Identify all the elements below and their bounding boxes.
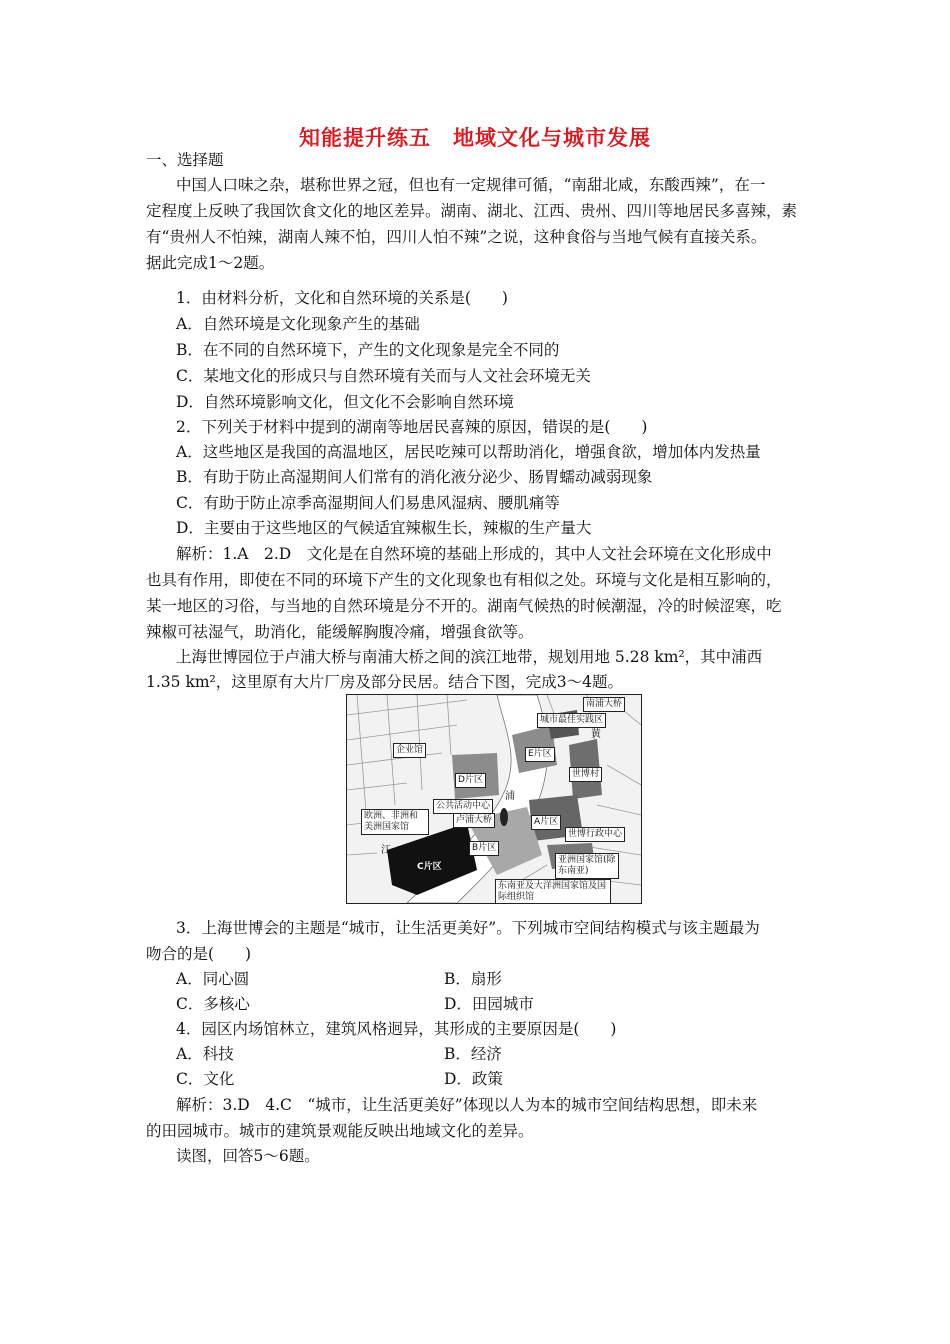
map-label-lupu-bridge: 卢浦大桥 [453, 813, 495, 828]
intro1-line: 定程度上反映了我国饮食文化的地区差异。湖南、湖北、江西、贵州、四川等地居民多喜辣，素 [146, 202, 798, 220]
question-3-option: B．扇形 [444, 970, 502, 988]
map-label-admin-center: 世博行政中心 [565, 827, 625, 842]
question-2-option: D．主要由于这些地区的气候适宜辣椒生长，辣椒的生产量大 [176, 519, 592, 537]
question-4-option: A．科技 [176, 1045, 234, 1063]
question-3-option: D．田园城市 [444, 995, 534, 1013]
map-label-zone-c: C片区 [417, 862, 442, 872]
map-label-zone-a: A片区 [531, 815, 561, 830]
map-label-nanpu-bridge: 南浦大桥 [583, 697, 625, 712]
map-label-zone-d: D片区 [455, 773, 486, 788]
map-label-jiang: 江 [381, 845, 391, 856]
question-2-stem: 2．下列关于材料中提到的湖南等地居民喜辣的原因，错误的是( ) [176, 418, 648, 436]
analysis-2-line: 解析：3.D 4.C “城市，让生活更美好”体现以人为本的城市空间结构思想，即未来 [176, 1096, 758, 1114]
section-heading: 一、选择题 [146, 151, 224, 169]
map-label-enterprise: 企业馆 [393, 743, 426, 758]
question-3-stem: 吻合的是( ) [146, 945, 252, 963]
question-2-option: C．有助于防止凉季高湿期间人们易患风湿病、腰肌痛等 [176, 494, 560, 512]
map-label-asia-pavilion: 亚洲国家馆(除东南亚) [555, 853, 619, 879]
question-1-option: B．在不同的自然环境下，产生的文化现象是完全不同的 [176, 341, 560, 359]
map-label-best-practice: 城市最佳实践区 [537, 713, 606, 728]
question-2-option: A．这些地区是我国的高温地区，居民吃辣可以帮助消化，增强食欲，增加体内发热量 [176, 443, 761, 461]
question-1-option: D．自然环境影响文化，但文化不会影响自然环境 [176, 393, 514, 411]
map-label-zone-b: B片区 [469, 841, 499, 856]
map-label-zone-e: E片区 [525, 747, 555, 762]
analysis-2-line: 的田园城市。城市的建筑景观能反映出地域文化的差异。 [146, 1122, 534, 1140]
map-label-expo-village: 世博村 [569, 767, 602, 782]
intro2-line: 上海世博园位于卢浦大桥与南浦大桥之间的滨江地带，规划用地 5.28 km²，其中浦西 [176, 648, 763, 666]
page-title: 知能提升练五 地域文化与城市发展 [299, 126, 651, 150]
question-1-option: A．自然环境是文化现象产生的基础 [176, 315, 420, 333]
question-4-option: C．文化 [176, 1070, 235, 1088]
analysis-1-line: 辣椒可祛湿气，助消化，能缓解胸腹冷痛，增强食欲等。 [146, 623, 534, 641]
question-3-option: A．同心圆 [176, 970, 250, 988]
map-label-southeast-asia-pavilion: 东南亚及大洋洲国家馆及国际组织馆 [495, 879, 611, 904]
map-label-public-center: 公共活动中心 [433, 799, 493, 814]
question-2-option: B．有助于防止高湿期间人们常有的消化液分泌少、肠胃蠕动减弱现象 [176, 468, 653, 486]
map-label-pu: 浦 [505, 791, 515, 802]
analysis-1-line: 某一地区的习俗，与当地的自然环境是分不开的。湖南气候热的时候潮湿，冷的时候涩寒，吃 [146, 597, 782, 615]
intro2-line: 1.35 km²，这里原有大片厂房及部分民居。结合下图，完成3～4题。 [146, 673, 623, 691]
question-4-option: B．经济 [444, 1045, 502, 1063]
question-1-stem: 1．由材料分析，文化和自然环境的关系是( ) [176, 289, 508, 307]
read-prompt: 读图，回答5～6题。 [176, 1147, 320, 1165]
intro1-line: 据此完成1～2题。 [146, 254, 275, 272]
question-3-stem: 3．上海世博会的主题是“城市，让生活更美好”。下列城市空间结构模式与该主题最为 [176, 919, 760, 937]
map-label-huang: 黄 [591, 729, 601, 740]
question-3-option: C．多核心 [176, 995, 250, 1013]
question-4-stem: 4．园区内场馆林立，建筑风格迥异，其形成的主要原因是( ) [176, 1020, 617, 1038]
analysis-1-line: 也具有作用，即使在不同的环境下产生的文化现象也有相似之处。环境与文化是相互影响的， [146, 571, 782, 589]
intro1-line: 有“贵州人不怕辣，湖南人辣不怕，四川人怕不辣”之说，这种食俗与当地气候有直接关系。 [146, 228, 767, 246]
map-label-europe-africa-america: 欧洲、非洲和美洲国家馆 [361, 809, 429, 835]
question-4-option: D．政策 [444, 1070, 503, 1088]
analysis-1-line: 解析：1.A 2.D 文化是在自然环境的基础上形成的，其中人文社会环境在文化形成中 [176, 545, 772, 563]
question-1-option: C．某地文化的形成只与自然环境有关而与人文社会环境无关 [176, 367, 591, 385]
expo-park-map [346, 694, 642, 904]
intro1-line: 中国人口味之杂，堪称世界之冠，但也有一定规律可循，“南甜北咸，东酸西辣”，在一 [176, 176, 766, 194]
